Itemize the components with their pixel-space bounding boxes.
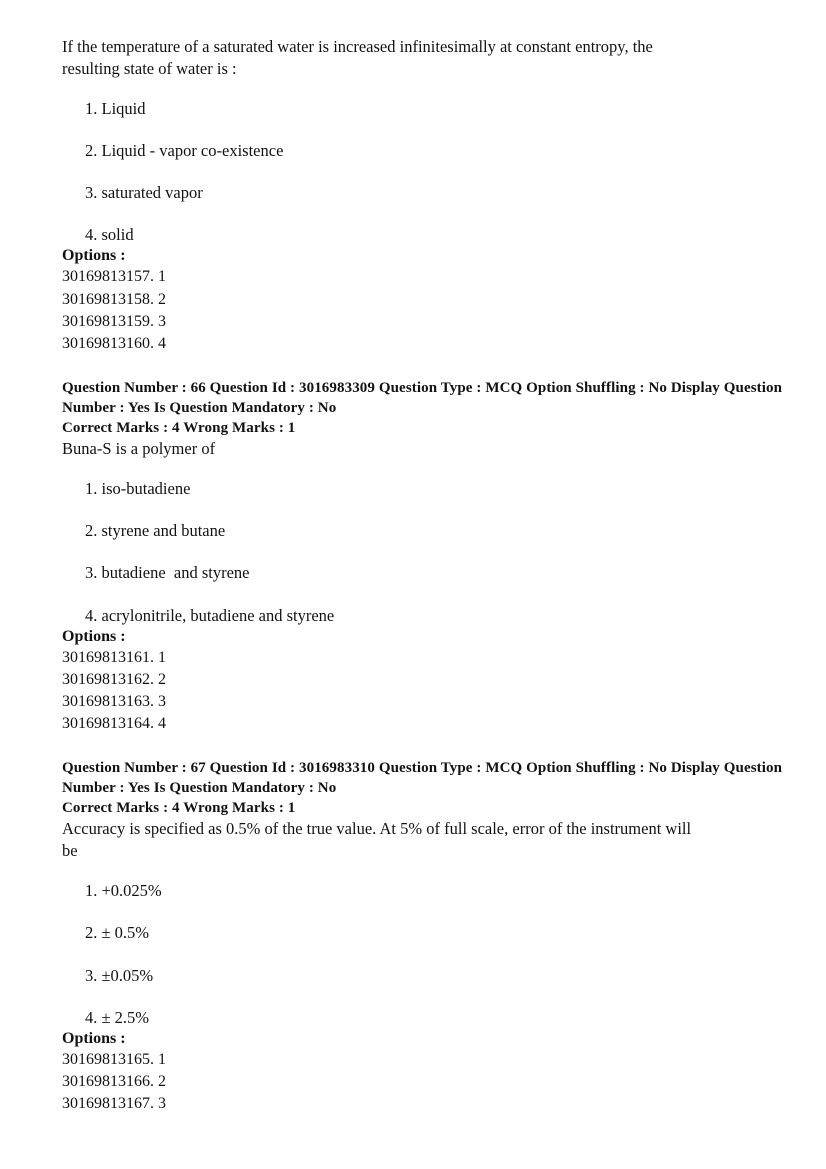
choice-item: 2. Liquid - vapor co-existence <box>85 140 284 160</box>
question-meta-line: Number : Yes Is Question Mandatory : No <box>62 399 337 416</box>
question-text-line: Buna-S is a polymer of <box>62 439 216 459</box>
choice-item: 2. ± 0.5% <box>85 923 150 943</box>
options-label: Options : <box>62 1029 126 1047</box>
option-id-line: 30169813162. 2 <box>62 670 166 688</box>
question-block <box>62 379 783 735</box>
option-id-line: 30169813165. 1 <box>62 1050 166 1068</box>
option-id-line: 30169813159. 3 <box>62 312 166 330</box>
choice-item: 4. ± 2.5% <box>85 1007 150 1027</box>
option-id-list <box>62 647 774 736</box>
choice-item: 4. solid <box>85 225 134 245</box>
choice-list <box>62 478 774 627</box>
choice-item: 3. butadiene and styrene <box>85 563 250 583</box>
question-text <box>62 818 774 862</box>
question-text-line: Accuracy is specified as 0.5% of the true value. At 5% of full scale, error of the instrument will <box>62 819 692 839</box>
choice-item: 1. Liquid <box>85 98 146 118</box>
option-id-line: 30169813164. 4 <box>62 715 166 733</box>
question-text <box>62 438 774 460</box>
options-label: Options : <box>62 627 126 645</box>
choice-item: 4. acrylonitrile, butadiene and styrene <box>85 605 335 625</box>
marks-line: Correct Marks : 4 Wrong Marks : 1 <box>62 420 296 437</box>
question-meta-line: Question Number : 67 Question Id : 3016983310 Question Type : MCQ Option Shuffling : No Display Question <box>62 760 783 777</box>
question-text-line: resulting state of water is : <box>62 59 237 78</box>
option-id-list <box>62 1049 774 1116</box>
option-id-line: 30169813167. 3 <box>62 1095 166 1113</box>
marks-line: Correct Marks : 4 Wrong Marks : 1 <box>62 800 296 817</box>
question-text <box>62 36 774 80</box>
choice-list <box>62 880 774 1029</box>
question-meta-line: Number : Yes Is Question Mandatory : No <box>62 779 337 796</box>
choice-item: 3. saturated vapor <box>85 183 203 203</box>
option-id-line: 30169813163. 3 <box>62 693 166 710</box>
options-label: Options : <box>62 247 126 265</box>
option-id-line: 30169813160. 4 <box>62 335 166 352</box>
question-meta <box>62 379 783 438</box>
option-id-list <box>62 266 774 355</box>
question-meta-line: Question Number : 66 Question Id : 3016983309 Question Type : MCQ Option Shuffling : No Display Question <box>62 380 783 397</box>
option-id-line: 30169813158. 2 <box>62 290 166 308</box>
option-id-line: 30169813161. 1 <box>62 648 166 666</box>
choice-item: 2. styrene and butane <box>85 521 226 540</box>
question-text-line: be <box>62 841 78 861</box>
choice-item: 1. iso-butadiene <box>85 478 191 498</box>
choice-item: 3. ±0.05% <box>85 965 154 985</box>
choice-item: 1. +0.025% <box>85 880 162 900</box>
question-text-line: If the temperature of a saturated water is increased infinitesimally at constant entropy, the <box>62 37 653 56</box>
option-id-line: 30169813157. 1 <box>62 268 166 286</box>
choice-list <box>62 98 774 247</box>
question-block <box>62 36 774 355</box>
option-id-line: 30169813166. 2 <box>62 1073 166 1090</box>
question-block <box>62 759 783 1115</box>
question-meta <box>62 759 783 818</box>
